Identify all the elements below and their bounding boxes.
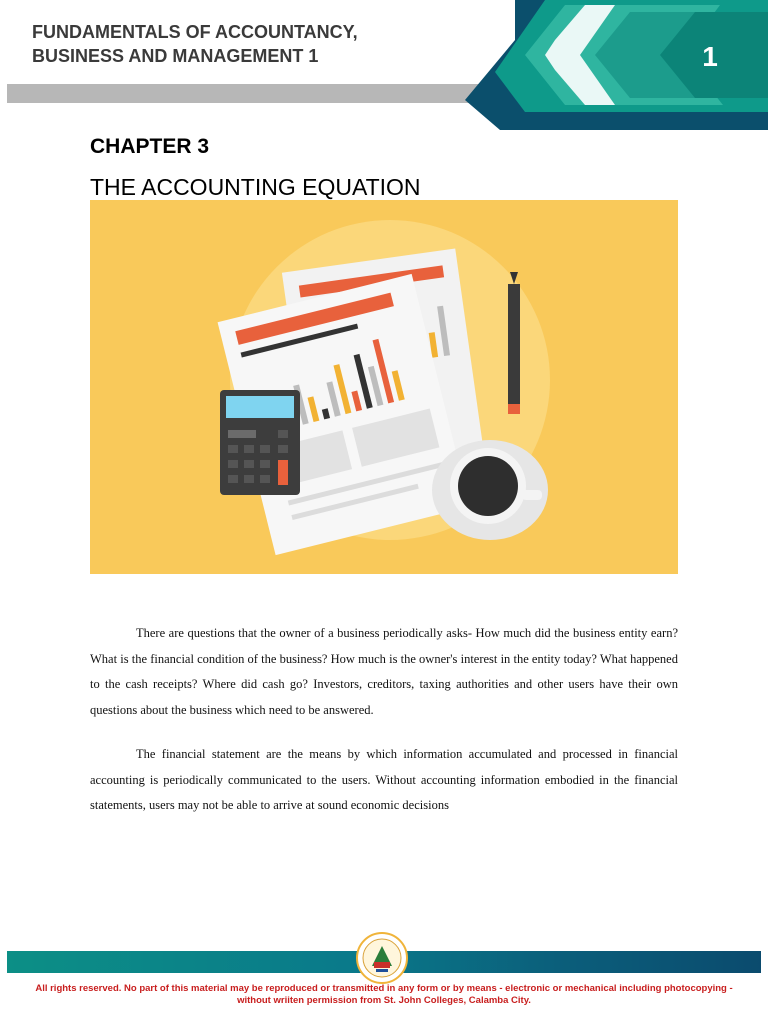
pencil-icon: [508, 272, 520, 414]
body-text: [90, 621, 678, 838]
coffee-cup-icon: [432, 440, 548, 540]
copyright-line2: without wriiten permission from St. John Colleges, Calamba City.: [237, 995, 531, 1006]
school-seal-icon: [356, 932, 408, 984]
chapter-title: THE ACCOUNTING EQUATION: [90, 174, 421, 200]
copyright-notice: [10, 983, 758, 1007]
body-paragraph-2: The financial statement are the means by which information accumulated and processed in financial accounting is periodically communicated to the users. Without accounting information embodied in the financial statements, users may not be able to arrive at sound economic decisions: [90, 747, 678, 812]
copyright-line1: All rights reserved. No part of this material may be reproduced or transmitted in any form or by means - electronic or mechanical including photocopying -: [35, 983, 733, 994]
body-paragraph-1: There are questions that the owner of a business periodically asks- How much did the business entity earn? What is the financial condition of the business? How much is the owner's interest in the entity today? What happened to the cash receipts? Where did cash go? Investors, creditors, taxing authorities and other users have their own questions about the business which need to be answered.: [90, 626, 678, 717]
page-number: 1: [702, 41, 718, 72]
header-title-line2: BUSINESS AND MANAGEMENT 1: [32, 46, 319, 66]
accounting-illustration: [90, 200, 678, 574]
chapter-label: CHAPTER 3: [90, 135, 210, 158]
header-title-line1: FUNDAMENTALS OF ACCOUNTANCY,: [32, 22, 358, 42]
document-header-title: [32, 20, 472, 68]
calculator-icon: [220, 390, 300, 495]
